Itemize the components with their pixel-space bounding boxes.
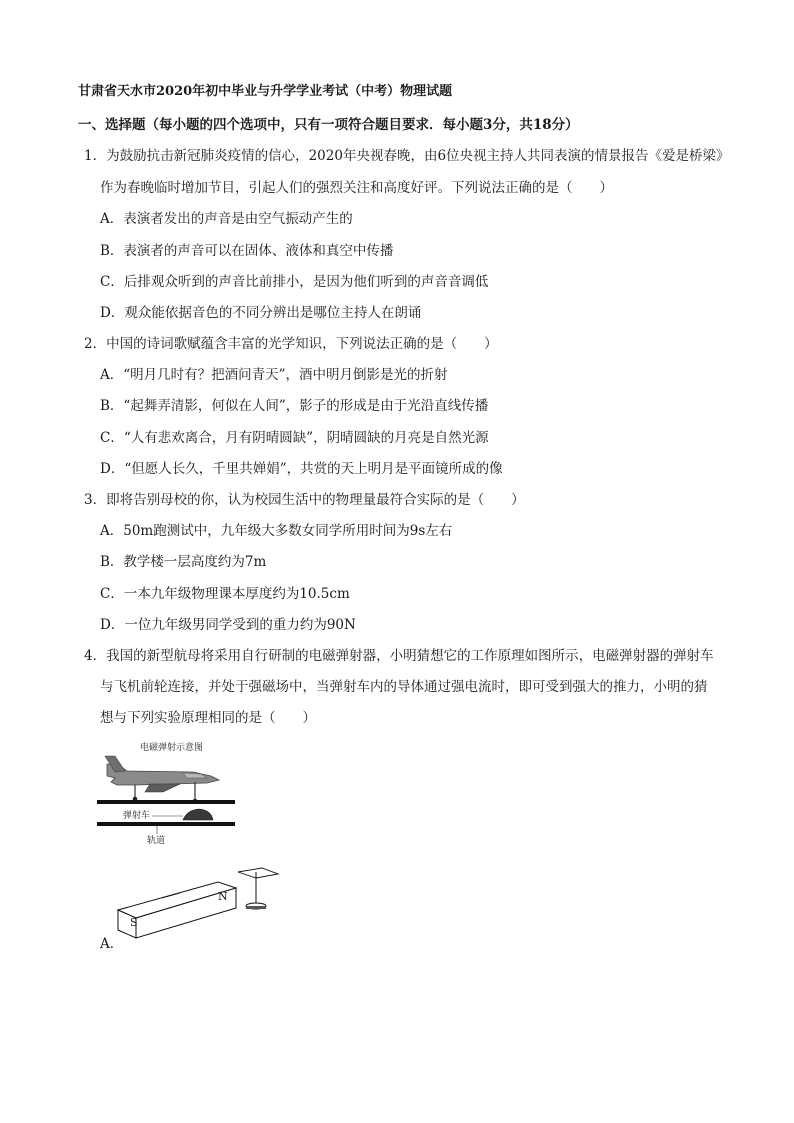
question-3-option-a: A．50m跑测试中，九年级大多数女同学所用时间为9s左右 — [100, 523, 453, 539]
bar-magnet-diagram — [110, 862, 285, 944]
question-1-option-a: A．表演者发出的声音是由空气振动产生的 — [100, 211, 353, 227]
question-3-line-1: 3．即将告别母校的你，认为校园生活中的物理量最符合实际的是（ ） — [84, 492, 525, 508]
question-4-line-1: 4．我国的新型航母将采用自行研制的电磁弹射器，小明猜想它的工作原理如图所示，电磁弹射器的弹射车 — [84, 648, 714, 664]
section-heading: 一、选择题（每小题的四个选项中，只有一项符合题目要求．每小题3分，共18分） — [78, 117, 579, 133]
question-3-option-c: C．一本九年级物理课本厚度约为10.5cm — [100, 586, 350, 602]
track-label: 轨道 — [147, 836, 166, 846]
exam-title: 甘肃省天水市2020年初中毕业与升学学业考试（中考）物理试题 — [78, 84, 453, 99]
question-4-option-a: A． — [100, 936, 124, 952]
question-1-option-d: D．观众能依据音色的不同分辨出是哪位主持人在朗诵 — [100, 305, 422, 321]
question-2-option-d: D．“但愿人长久，千里共婵娟”，共赏的天上明月是平面镜所成的像 — [100, 461, 503, 477]
magnet-s-label: S — [130, 916, 138, 929]
question-2-option-a: A．“明月几时有？把酒问青天”，酒中明月倒影是光的折射 — [100, 367, 448, 383]
magnet-n-label: N — [218, 890, 228, 903]
question-4-line-3: 想与下列实验原理相同的是（ ） — [100, 710, 316, 726]
question-1-option-c: C．后排观众听到的声音比前排小，是因为他们听到的声音音调低 — [100, 274, 489, 290]
question-4-line-2: 与飞机前轮连接，并处于强磁场中，当弹射车内的导体通过强电流时，即可受到强大的推力，小明的猜 — [100, 679, 708, 695]
question-3-option-d: D．一位九年级男同学受到的重力约为90N — [100, 617, 356, 633]
question-1-line-1: 1．为鼓励抗击新冠肺炎疫情的信心，2020年央视春晚，由6位央视主持人共同表演的情景报告《爱是桥梁》 — [84, 148, 730, 164]
compass-needle-icon — [238, 868, 278, 909]
airplane-icon — [105, 756, 219, 803]
track-lower-rail — [97, 822, 235, 826]
question-2-option-b: B．“起舞弄清影，何似在人间”，影子的形成是由于光沿直线传播 — [100, 398, 489, 414]
question-1-option-b: B．表演者的声音可以在固体、液体和真空中传播 — [100, 243, 394, 259]
question-3-option-b: B．教学楼一层高度约为7m — [100, 554, 267, 570]
catapult-diagram — [95, 738, 240, 850]
track-upper-rail — [97, 800, 235, 804]
question-1-line-2: 作为春晚临时增加节目，引起人们的强烈关注和高度好评。下列说法正确的是（ ） — [100, 180, 613, 196]
catapult-car-icon — [183, 809, 213, 820]
catapult-caption: 电磁弹射示意图 — [140, 743, 204, 753]
question-2-option-c: C．“人有悲欢离合，月有阴晴圆缺”，阴晴圆缺的月亮是自然光源 — [100, 430, 489, 446]
catapult-car-label: 弹射车 — [123, 811, 151, 821]
question-2-line-1: 2．中国的诗词歌赋蕴含丰富的光学知识，下列说法正确的是（ ） — [84, 336, 498, 352]
